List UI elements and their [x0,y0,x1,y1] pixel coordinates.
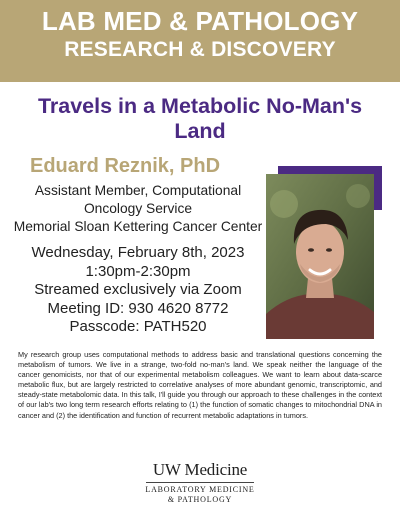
talk-title-line-1: Travels in a Metabolic No-Man's [37,94,363,118]
event-venue: Streamed exclusively via Zoom [34,281,242,298]
logo-wordmark: UW Medicine [152,460,248,479]
uw-medicine-logo [140,460,260,504]
event-details [10,244,266,337]
event-date: Wednesday, February 8th, 2023 [31,244,245,261]
logo-dept-line-1: LABORATORY MEDICINE [145,485,255,494]
meeting-id: Meeting ID: 930 4620 8772 [47,299,229,317]
logo-divider [146,482,254,483]
header-banner [0,0,400,82]
talk-title-line-2: Land [174,119,226,143]
speaker-portrait-image [266,174,374,339]
speaker-name: Eduard Reznik, PhD [30,155,221,177]
logo-dept-line-2: & PATHOLOGY [167,494,233,504]
speaker-photo [266,174,374,339]
role-line-2: Oncology Service [83,201,193,216]
speaker-affiliation [10,182,266,236]
role-line-3: Memorial Sloan Kettering Cancer Center [13,219,263,234]
passcode: Passcode: PATH520 [69,318,207,335]
role-line-1: Assistant Member, Computational [34,183,242,198]
banner-title: LAB MED & PATHOLOGY [41,6,359,36]
banner-subtitle: RESEARCH & DISCOVERY [64,38,336,61]
event-time: 1:30pm-2:30pm [85,262,191,280]
talk-abstract: My research group uses computational methods to address basic and translational questions concerning the metabolism of tumors. We live in a strange, two-fold no-man's land. We speak neither the language of the cancer genomicists, nor that of our experimental metabolism colleagues. We want to learn about data-scarce metabolic flux, but are largely restricted to correlative analyses of more abundant genomic, transcriptomic, and steady-state metabolomic data. In this talk, I'll guide you through our approach to these challenges in the context of our lab's two long term research efforts relating to (1) the function of somatic changes to mitochondrial DNA in cancer and (2) the identification and function of recurrent metabolic adaptations in tumors. [18,350,382,420]
talk-title [8,94,392,144]
